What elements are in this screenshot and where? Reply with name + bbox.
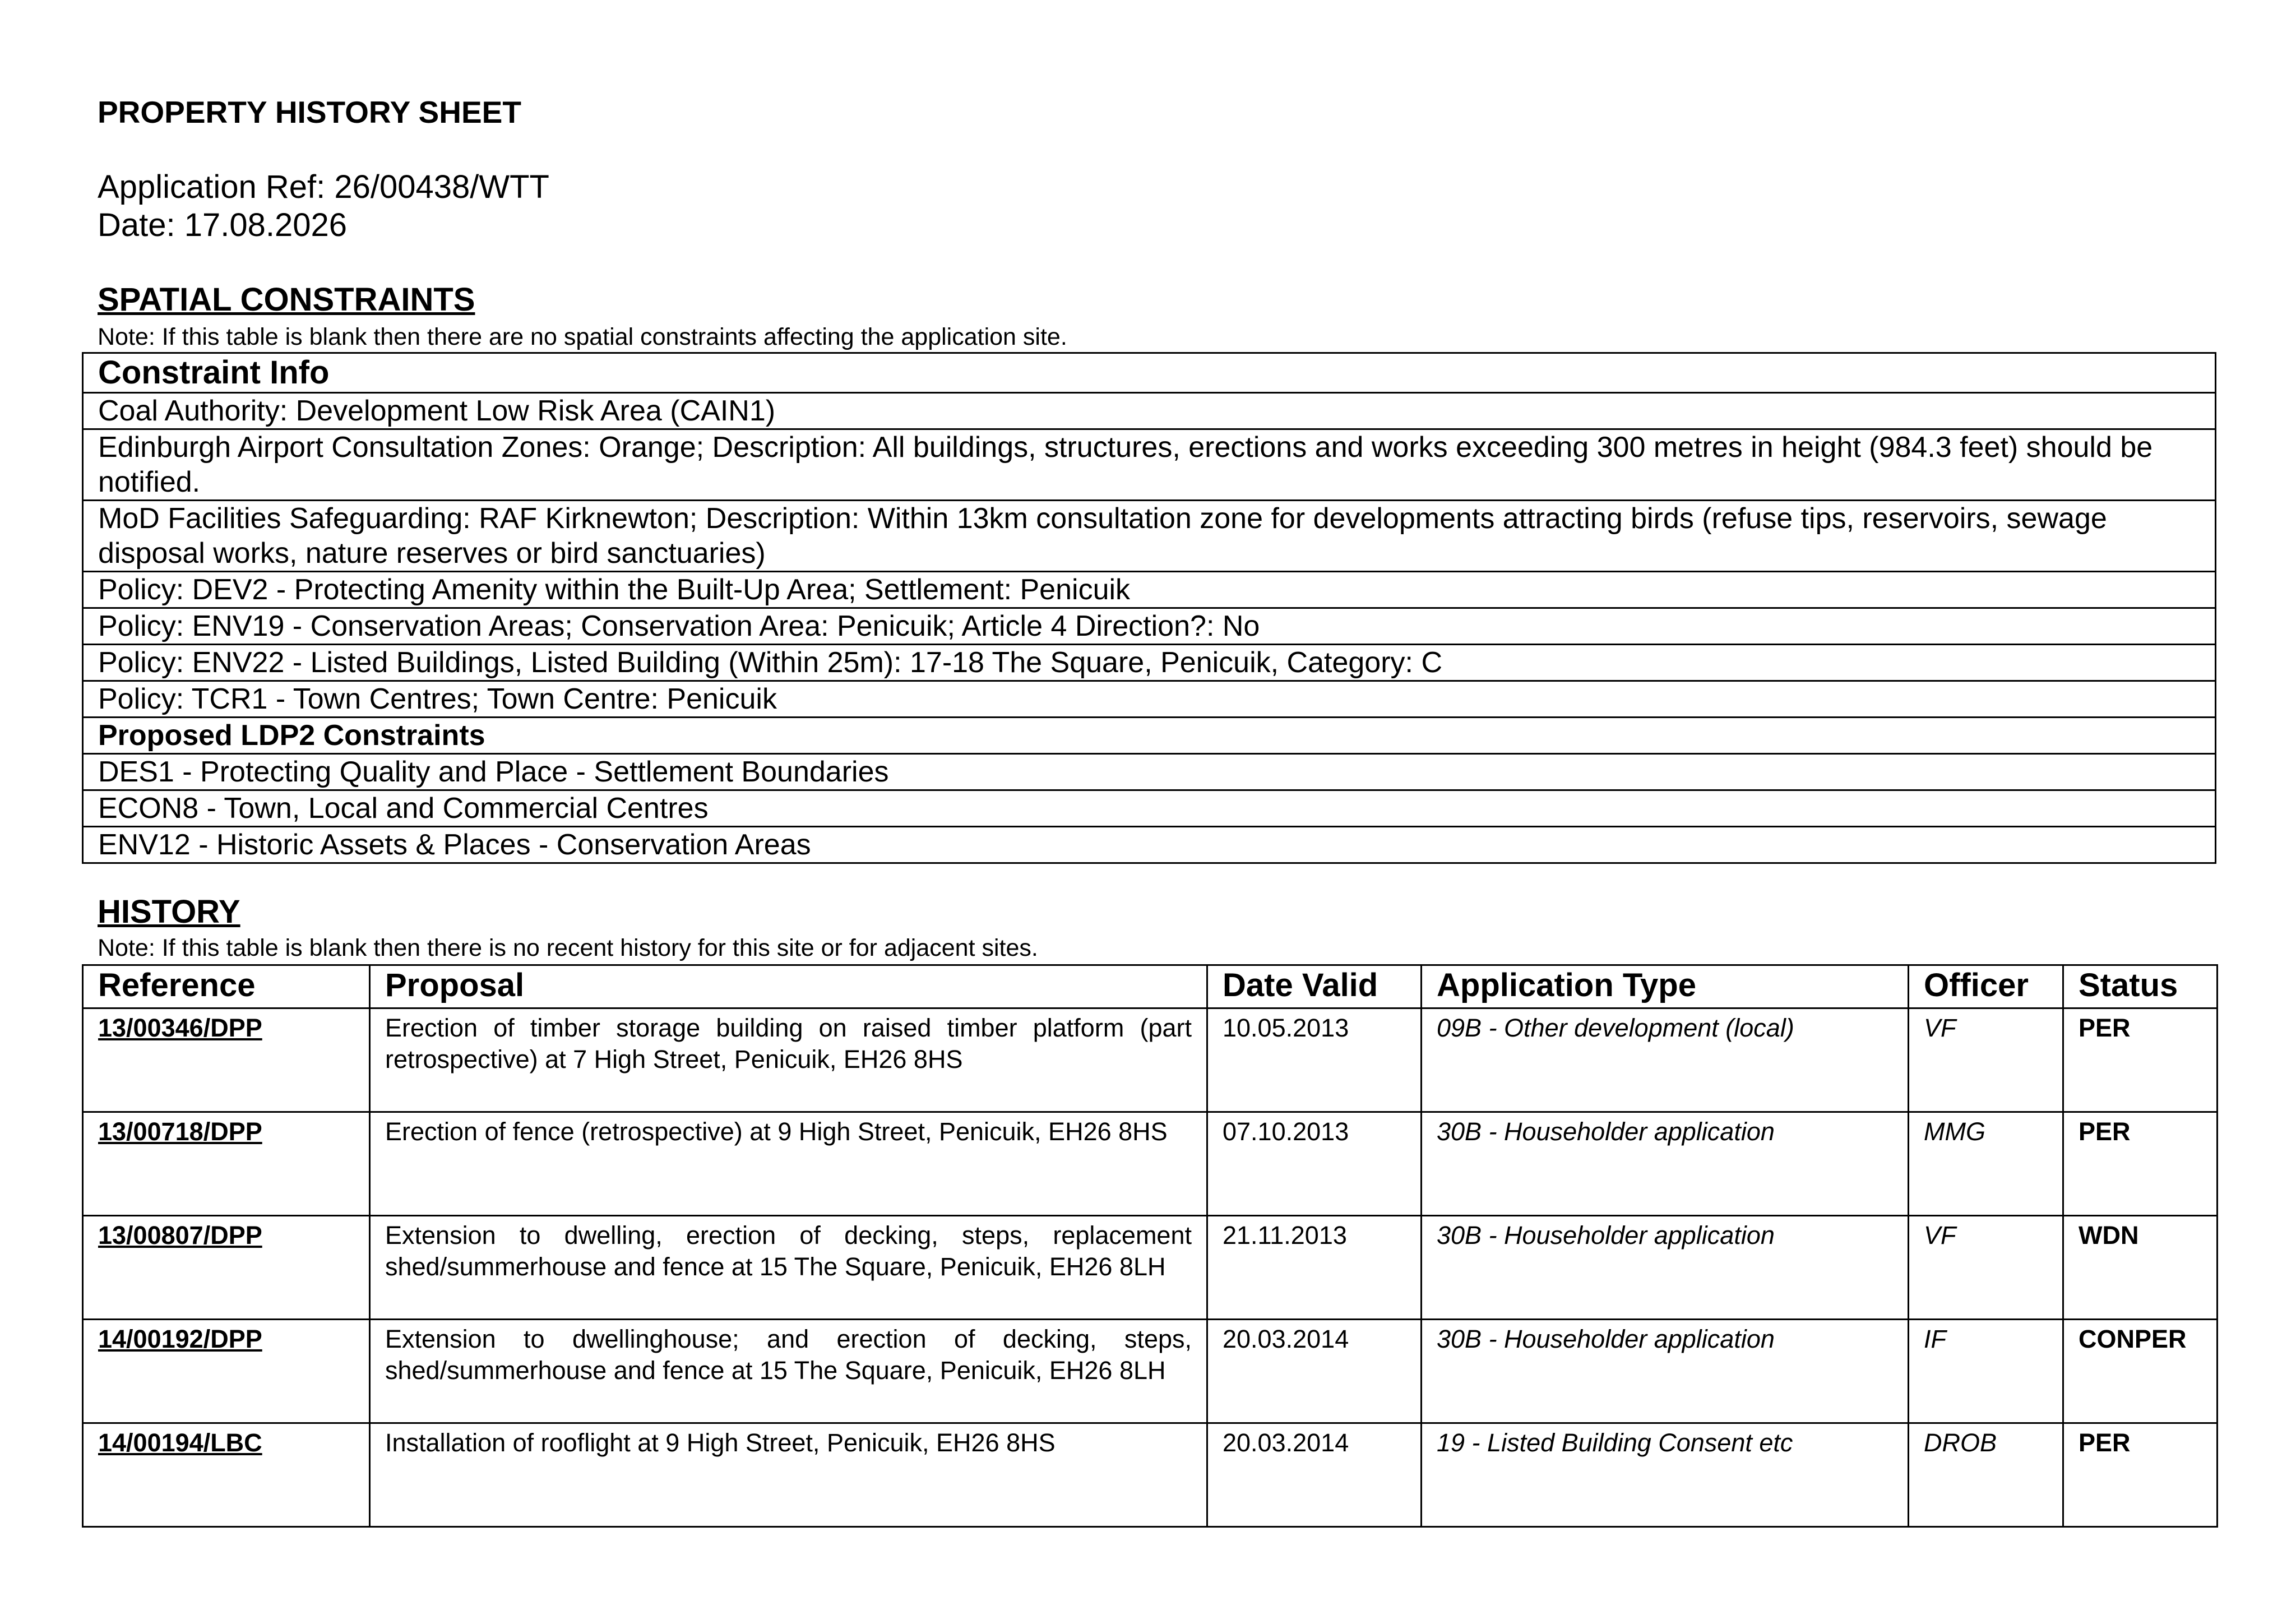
document-title: PROPERTY HISTORY SHEET: [98, 95, 521, 129]
history-row: [83, 1320, 2218, 1423]
officer-cell: VF: [1909, 1008, 2063, 1112]
reference-link[interactable]: 13/00718/DPP: [83, 1112, 370, 1216]
officer-cell: DROB: [1909, 1423, 2063, 1527]
history-row: [83, 1008, 2218, 1112]
document-date: Date: 17.08.2026: [98, 207, 348, 243]
reference-link[interactable]: 13/00807/DPP: [83, 1216, 370, 1320]
constraint-row: [83, 681, 2216, 718]
date-valid-cell: 20.03.2014: [1207, 1320, 1422, 1423]
constraint-row: [83, 501, 2216, 572]
proposal-cell: Erection of fence (retrospective) at 9 High Street, Penicuik, EH26 8HS: [370, 1112, 1207, 1216]
ldp2-constraint-row: [83, 827, 2216, 863]
reference-link[interactable]: 14/00192/DPP: [83, 1320, 370, 1423]
spatial-constraints-note: Note: If this table is blank then there are no spatial constraints affecting the application site.: [98, 323, 1067, 350]
ldp2-subheader-row: [83, 718, 2216, 754]
officer-cell: IF: [1909, 1320, 2063, 1423]
application-type-column-header: Application Type: [1422, 965, 1909, 1008]
constraint-cell: MoD Facilities Safeguarding: RAF Kirknewton; Description: Within 13km consultation zone for developments attracting birds (refuse tips, reservoirs, sewage disposal works, nature reserves or bird sanctuaries): [83, 501, 2216, 572]
application-type-cell: 30B - Householder application: [1422, 1216, 1909, 1320]
constraint-row: [83, 645, 2216, 681]
ldp2-constraint-row: [83, 790, 2216, 827]
date-valid-cell: 21.11.2013: [1207, 1216, 1422, 1320]
proposal-cell: Erection of timber storage building on raised timber platform (part retrospective) at 7 High Street, Penicuik, EH26 8HS: [370, 1008, 1207, 1112]
constraint-cell: Policy: TCR1 - Town Centres; Town Centre: Penicuik: [83, 681, 2216, 718]
officer-cell: MMG: [1909, 1112, 2063, 1216]
application-type-cell: 30B - Householder application: [1422, 1112, 1909, 1216]
status-cell: PER: [2063, 1423, 2218, 1527]
constraint-row: [83, 393, 2216, 429]
history-table: [82, 964, 2218, 1528]
constraint-info-header: Constraint Info: [83, 353, 2216, 393]
reference-link[interactable]: 14/00194/LBC: [83, 1423, 370, 1527]
date-valid-cell: 10.05.2013: [1207, 1008, 1422, 1112]
history-row: [83, 1112, 2218, 1216]
date-valid-cell: 20.03.2014: [1207, 1423, 1422, 1527]
application-type-cell: 30B - Householder application: [1422, 1320, 1909, 1423]
history-row: [83, 1423, 2218, 1527]
proposal-cell: Extension to dwellinghouse; and erection of decking, steps, shed/summerhouse and fence at 15 The Square, Penicuik, EH26 8LH: [370, 1320, 1207, 1423]
reference-link[interactable]: 13/00346/DPP: [83, 1008, 370, 1112]
history-note: Note: If this table is blank then there is no recent history for this site or for adjacent sites.: [98, 934, 1038, 961]
status-column-header: Status: [2063, 965, 2218, 1008]
ldp2-constraint-row: [83, 754, 2216, 790]
status-cell: PER: [2063, 1008, 2218, 1112]
constraints-header-row: [83, 353, 2216, 393]
date-valid-cell: 07.10.2013: [1207, 1112, 1422, 1216]
application-ref: Application Ref: 26/00438/WTT: [98, 169, 549, 205]
application-type-cell: 09B - Other development (local): [1422, 1008, 1909, 1112]
proposal-cell: Extension to dwelling, erection of decking, steps, replacement shed/summerhouse and fence at 15 The Square, Penicuik, EH26 8LH: [370, 1216, 1207, 1320]
constraint-cell: Edinburgh Airport Consultation Zones: Orange; Description: All buildings, structures, erections and works exceeding 300 metres in height (984.3 feet) should be notified.: [83, 429, 2216, 501]
status-cell: PER: [2063, 1112, 2218, 1216]
constraint-cell: Policy: ENV19 - Conservation Areas; Conservation Area: Penicuik; Article 4 Direction?: No: [83, 608, 2216, 645]
history-row: [83, 1216, 2218, 1320]
status-cell: WDN: [2063, 1216, 2218, 1320]
ldp2-subheader: Proposed LDP2 Constraints: [83, 718, 2216, 754]
constraints-table: [82, 352, 2216, 864]
history-header-row: [83, 965, 2218, 1008]
date-valid-column-header: Date Valid: [1207, 965, 1422, 1008]
constraint-row: [83, 429, 2216, 501]
proposal-cell: Installation of rooflight at 9 High Street, Penicuik, EH26 8HS: [370, 1423, 1207, 1527]
ldp2-constraint-cell: ECON8 - Town, Local and Commercial Centres: [83, 790, 2216, 827]
constraint-cell: Policy: DEV2 - Protecting Amenity within the Built-Up Area; Settlement: Penicuik: [83, 572, 2216, 608]
proposal-column-header: Proposal: [370, 965, 1207, 1008]
reference-column-header: Reference: [83, 965, 370, 1008]
officer-column-header: Officer: [1909, 965, 2063, 1008]
history-heading: HISTORY: [98, 894, 240, 930]
status-cell: CONPER: [2063, 1320, 2218, 1423]
spatial-constraints-heading: SPATIAL CONSTRAINTS: [98, 281, 475, 318]
ldp2-constraint-cell: DES1 - Protecting Quality and Place - Settlement Boundaries: [83, 754, 2216, 790]
constraint-row: [83, 608, 2216, 645]
officer-cell: VF: [1909, 1216, 2063, 1320]
ldp2-constraint-cell: ENV12 - Historic Assets & Places - Conservation Areas: [83, 827, 2216, 863]
application-type-cell: 19 - Listed Building Consent etc: [1422, 1423, 1909, 1527]
constraint-cell: Policy: ENV22 - Listed Buildings, Listed Building (Within 25m): 17-18 The Square, Penicuik, Category: C: [83, 645, 2216, 681]
constraint-row: [83, 572, 2216, 608]
constraint-cell: Coal Authority: Development Low Risk Area (CAIN1): [83, 393, 2216, 429]
